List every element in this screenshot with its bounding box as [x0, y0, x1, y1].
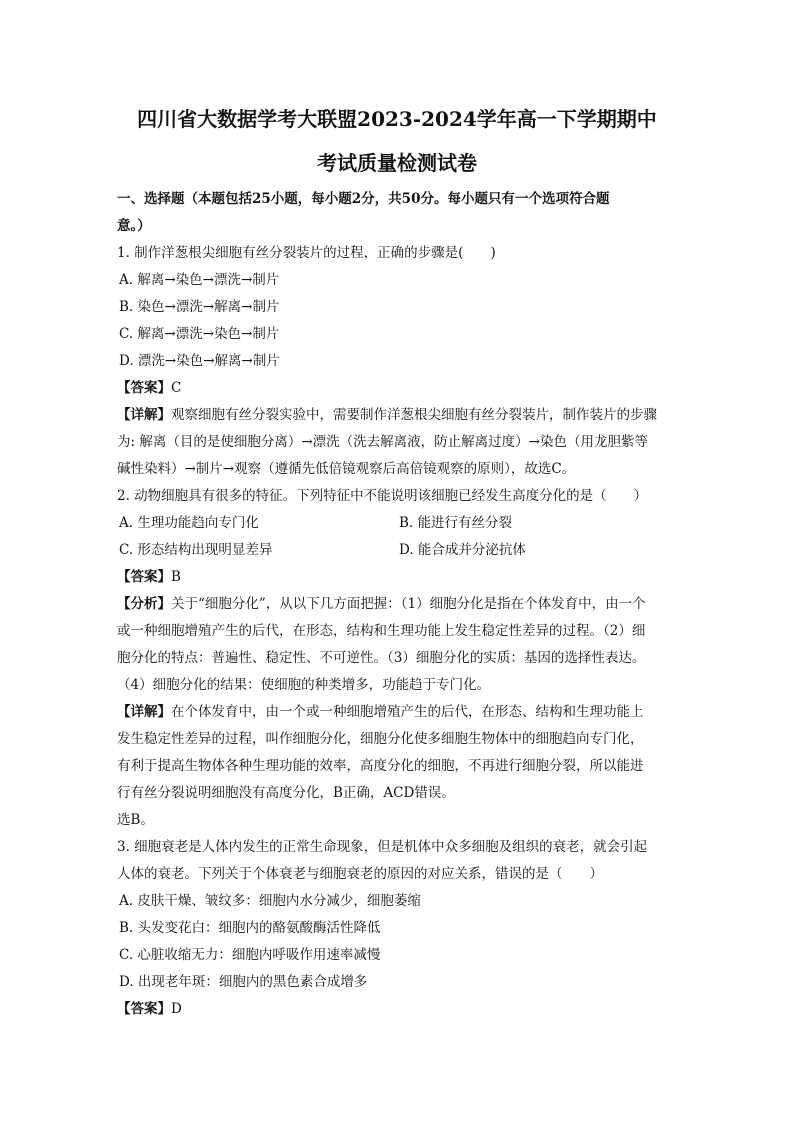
page-subtitle: 考试质量检测试卷 — [317, 151, 477, 175]
question-3-option-b: B. 头发变花白：细胞内的酪氨酸酶活性降低 — [119, 920, 381, 936]
question-2-conclusion: 选B。 — [117, 812, 154, 828]
question-1-answer: 【答案】C — [117, 380, 182, 396]
question-1-option-b: B. 染色→漂洗→解离→制片 — [119, 299, 280, 315]
question-2-option-b: B. 能进行有丝分裂 — [399, 515, 513, 531]
question-1-option-a: A. 解离→染色→漂洗→制片 — [119, 272, 280, 288]
question-1-stem: 1. 制作洋葱根尖细胞有丝分裂装片的过程，正确的步骤是( ) — [117, 245, 496, 261]
question-2-option-a: A. 生理功能趋向专门化 — [119, 515, 259, 531]
question-2-detail: 【详解】在个体发育中，由一个或一种细胞增殖产生的后代，在形态、结构和生理功能上 发生稳定性差异的过程，叫作细胞分化，细胞分化使多细胞生物体中的细胞趋向专门化， 有利于提高生物体各种生理功能的效率，高度分化的细胞，不再进行细胞分裂，所以能进 行有丝分裂说明细胞没有高度分化，B正确，ACD错误。 — [117, 704, 644, 801]
question-2-analysis: 【分析】关于“细胞分化”，从以下几方面把握：（1）细胞分化是指在个体发育中，由一个 或一种细胞增殖产生的后代，在形态，结构和生理功能上发生稳定性差异的过程。（2）细 胞分化的特点：普遍性、稳定性、不可逆性。（3）细胞分化的实质：基因的选择性表达。 （4）细胞分化的结果：使细胞的种类增多，功能趋于专门化。 — [117, 596, 646, 693]
question-3-option-c: C. 心脏收缩无力：细胞内呼吸作用速率减慢 — [119, 947, 381, 963]
section-heading: 一、选择题（本题包括25小题，每小题2分，共50分。每小题只有一个选项符合题 意。） — [117, 191, 610, 234]
question-1-detail: 【详解】观察细胞有丝分裂实验中，需要制作洋葱根尖细胞有丝分裂装片，制作装片的步骤 为: 解离（目的是使细胞分离）→漂洗（洗去解离液，防止解离过度）→染色（用龙胆紫等 碱性染料）→制片→观察（遵循先低倍镜观察后高倍镜观察的原则），故选C。 — [117, 407, 657, 477]
question-3-answer: 【答案】D — [117, 1001, 182, 1017]
question-2-option-c: C. 形态结构出现明显差异 — [119, 542, 273, 558]
page-title: 四川省大数据学考大联盟2023-2024学年高一下学期期中 — [137, 107, 657, 131]
question-2-answer: 【答案】B — [117, 569, 181, 585]
exam-page — [117, 100, 677, 1023]
question-3-stem: 3. 细胞衰老是人体内发生的正常生命现象，但是机体中众多细胞及组织的衰老，就会引起 人体的衰老。下列关于个体衰老与细胞衰老的原因的对应关系，错误的是（ ） — [117, 839, 648, 882]
question-1-option-c: C. 解离→漂洗→染色→制片 — [119, 326, 280, 342]
question-2-stem: 2. 动物细胞具有很多的特征。下列特征中不能说明该细胞已经发生高度分化的是（ ） — [117, 488, 648, 504]
question-2-options-row-2 — [117, 537, 677, 564]
question-3-option-d: D. 出现老年斑：细胞内的黑色素合成增多 — [119, 974, 368, 990]
question-3-option-a: A. 皮肤干燥、皱纹多：细胞内水分减少，细胞萎缩 — [119, 893, 421, 909]
question-1-option-d: D. 漂洗→染色→解离→制片 — [119, 353, 280, 369]
question-2-options-row-1 — [117, 510, 677, 537]
question-2-option-d: D. 能合成并分泌抗体 — [399, 542, 526, 558]
